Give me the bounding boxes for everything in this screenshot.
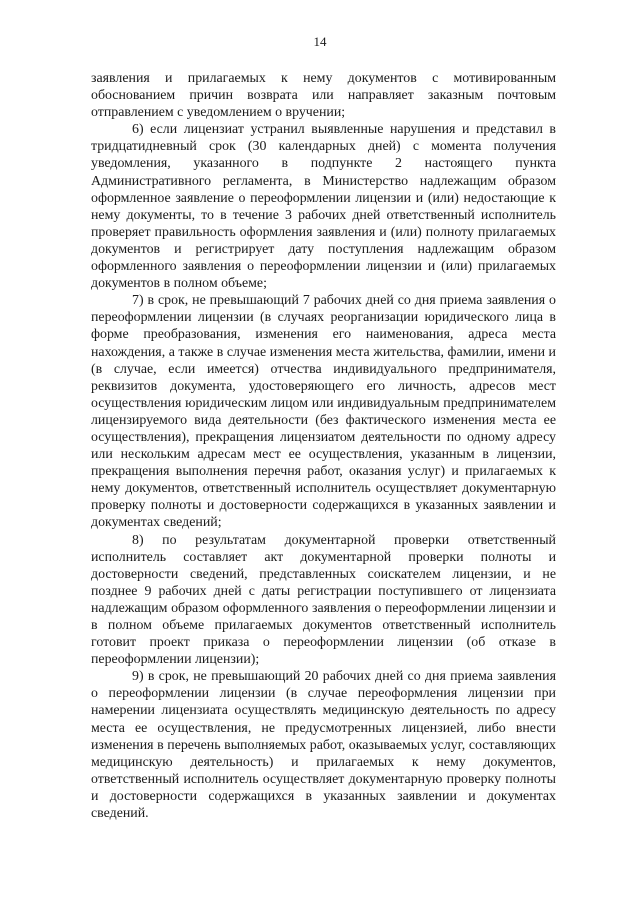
paragraph-item-8: 8) по результатам документарной проверки ответственный исполнитель составляет акт документарной проверки полноты и достоверности сведений, представленных соискателем лицензии, и не позднее 9 рабочих дней с даты регистрации поступившего от лицензиата надлежащим образом оформленного заявления о переоформлении лицензии и в полном объеме прилагаемых документов ответственный исполнитель готовит проект приказа о переоформлении лицензии (об отказе в переоформлении лицензии); [91, 532, 556, 668]
paragraph-continuation: заявления и прилагаемых к нему документов с мотивированным обоснованием причин возврата или направляет заказным почтовым отправлением с уведомлением о вручении; [91, 71, 556, 121]
paragraph-item-9: 9) в срок, не превышающий 20 рабочих дней со дня приема заявления о переоформлении лицензии (в случае переоформления лицензии при намерении лицензиата осуществлять медицинскую деятельность по адресу места ее осуществления, не предусмотренных лицензией, либо внести изменения в перечень выполняемых работ, оказываемых услуг, составляющих медицинскую деятельность) и прилагаемых к нему документов, ответственный исполнитель осуществляет документарную проверку полноты и достоверности содержащихся в указанных заявлении и документах сведений. [91, 669, 556, 822]
page-number: 14 [313, 34, 327, 49]
paragraph-item-7: 7) в срок, не превышающий 7 рабочих дней со дня приема заявления о переоформлении лицензии (в случаях реорганизации юридического лица в форме преобразования, изменения его наименования, адреса места нахождения, а также в случае изменения места жительства, фамилии, имени и (в случае, если имеется) отчества индивидуального предпринимателя, реквизитов документа, удостоверяющего его личность, адресов мест осуществления юридическим лицом или индивидуальным предпринимателем лицензируемого вида деятельности (без фактического изменения места ее осуществления), прекращения лицензиатом деятельности по одному адресу или нескольким адресам мест ее осуществления, указанным в лицензии, прекращения выполнения перечня работ, оказания услуг) и прилагаемых к нему документов, ответственный исполнитель осуществляет документарную проверку полноты и достоверности содержащихся в указанных заявлении и документах сведений; [91, 293, 556, 531]
paragraph-item-6: 6) если лицензиат устранил выявленные нарушения и представил в тридцатидневный срок (30 календарных дней) с момента получения уведомления, указанного в подпункте 2 настоящего пункта Административного регламента, в Министерство надлежащим образом оформленное заявление о переоформлении лицензии и (или) недостающие к нему документы, то в течение 3 рабочих дней ответственный исполнитель проверяет правильность оформления заявления и (или) полноту прилагаемых документов и регистрирует дату поступления надлежащим образом оформленного заявления о переоформлении лицензии и (или) прилагаемых документов в полном объеме; [91, 122, 556, 292]
document-body [91, 70, 556, 822]
